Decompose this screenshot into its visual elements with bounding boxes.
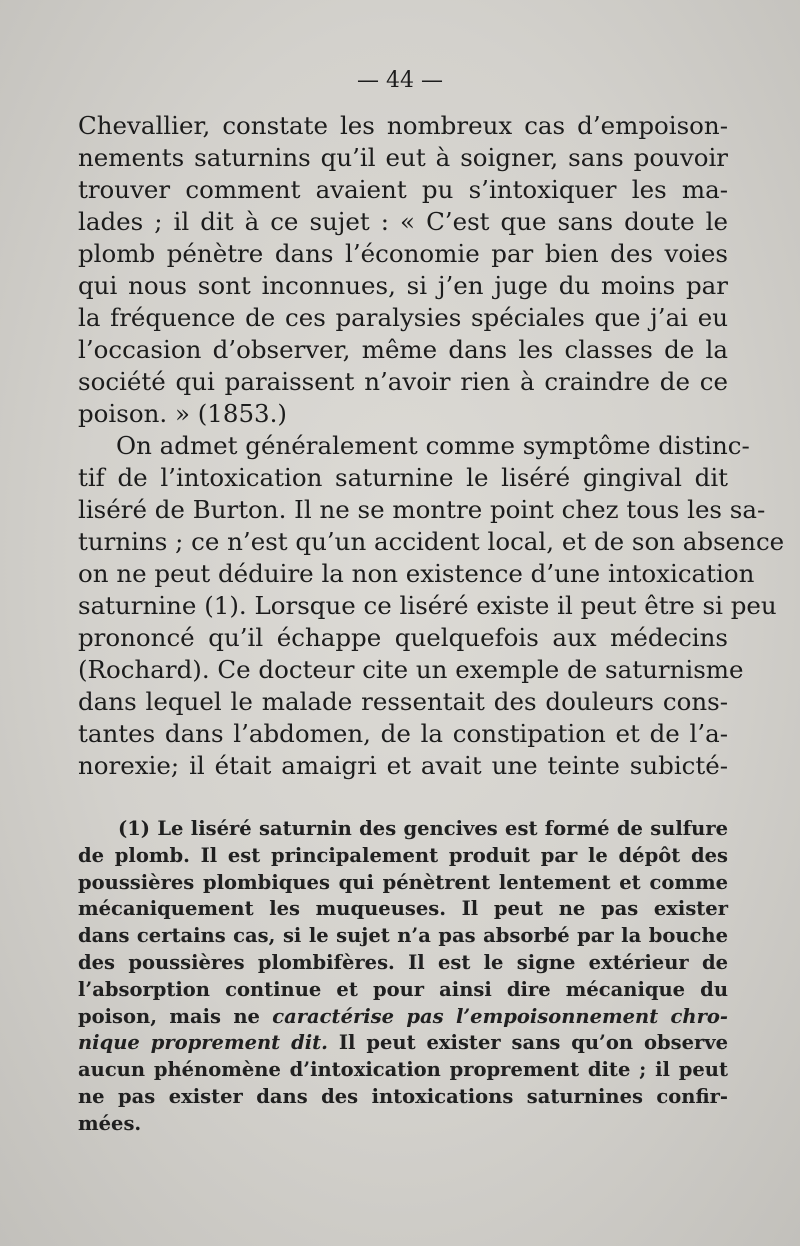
page-number: — 44 —	[357, 68, 443, 93]
footnote-italic-text: nique proprement dit.	[78, 1031, 328, 1055]
footnote-line: dans certains cas, si le sujet n’a pas absorbé par la bouche	[78, 924, 728, 948]
text-line: on ne peut déduire la non existence d’une intoxication	[78, 559, 755, 588]
text-line: (Rochard). Ce docteur cite un exemple de saturnisme	[78, 655, 744, 684]
text-line: dans lequel le malade ressentait des douleurs cons-	[78, 687, 728, 716]
text-line: On admet généralement comme symptôme distinc-	[116, 431, 750, 460]
footnote-line: mécaniquement les muqueuses. Il peut ne pas exister	[78, 897, 728, 921]
body-text	[78, 110, 785, 782]
text-line: tantes dans l’abdomen, de la constipation et de l’a-	[78, 719, 728, 748]
text-line: turnins ; ce n’est qu’un accident local, et de son absence	[78, 527, 785, 556]
footnote-line: l’absorption continue et pour ainsi dire mécanique du	[78, 977, 728, 1001]
footnote-line: poussières plombiques qui pénètrent lentement et comme	[78, 870, 728, 894]
footnote-line: ne pas exister dans des intoxications saturnines confir-	[78, 1084, 728, 1108]
footnote-line	[78, 1030, 728, 1057]
text-line: prononcé qu’il échappe quelquefois aux médecins	[78, 623, 728, 652]
footnote-text: Il peut exister sans qu’on observe	[327, 1031, 728, 1055]
text-line: trouver comment avaient pu s’intoxiquer les ma-	[78, 175, 728, 204]
text-line: qui nous sont inconnues, si j’en juge du moins par	[78, 271, 728, 300]
text-line: nements saturnins qu’il eut à soigner, sans pouvoir	[78, 143, 728, 172]
footnote-line	[78, 1004, 728, 1031]
footnote-line: de plomb. Il est principalement produit par le dépôt des	[78, 843, 728, 867]
text-line: la fréquence de ces paralysies spéciales que j’ai eu	[78, 303, 728, 332]
footnote-line: aucun phénomène d’intoxication proprement dite ; il peut	[78, 1058, 728, 1082]
text-line: plomb pénètre dans l’économie par bien des voies	[78, 239, 728, 268]
footnote	[78, 816, 728, 1138]
text-line: liséré de Burton. Il ne se montre point chez tous les sa-	[78, 495, 766, 524]
footnote-italic-text: caractérise pas l’empoisonnement chro-	[272, 1004, 728, 1028]
text-line: l’occasion d’observer, même dans les classes de la	[78, 335, 728, 364]
text-line: Chevallier, constate les nombreux cas d’empoison-	[78, 111, 728, 140]
footnote-line: mées.	[78, 1111, 142, 1135]
footnote-line: des poussières plombifères. Il est le signe extérieur de	[78, 950, 728, 974]
text-line: société qui paraissent n’avoir rien à craindre de ce	[78, 367, 728, 396]
text-line: tif de l’intoxication saturnine le liséré gingival dit	[78, 463, 728, 492]
text-line: norexie; il était amaigri et avait une teinte subicté-	[78, 751, 728, 780]
text-line: poison. » (1853.)	[78, 399, 287, 428]
text-line: saturnine (1). Lorsque ce liséré existe il peut être si peu	[78, 591, 777, 620]
footnote-text: poison, mais ne	[78, 1004, 273, 1028]
text-line: lades ; il dit à ce sujet : « C’est que sans doute le	[78, 207, 728, 236]
footnote-line: (1) Le liséré saturnin des gencives est formé de sulfure	[118, 817, 728, 840]
